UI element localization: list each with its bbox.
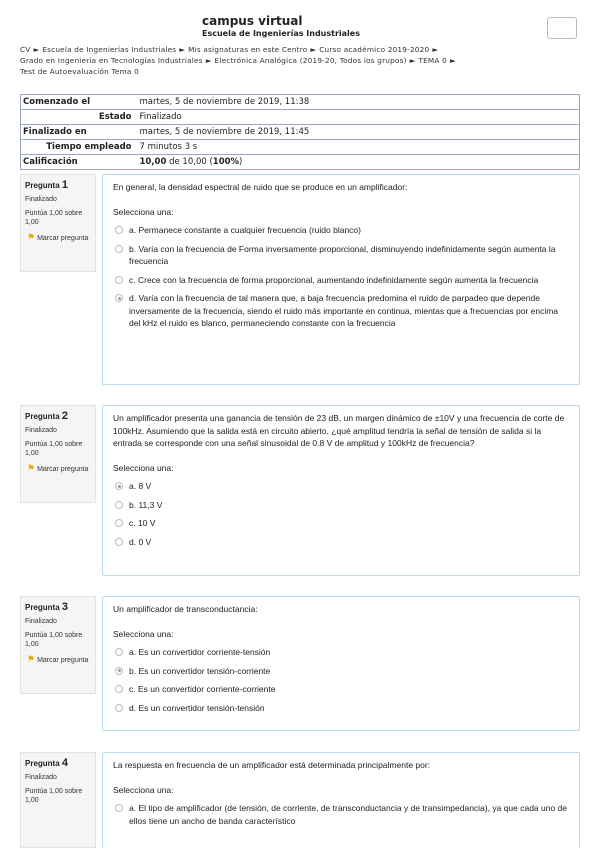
answer-option-b[interactable] bbox=[113, 665, 569, 678]
breadcrumb-separator-icon: ► bbox=[432, 45, 439, 54]
answer-text: b. Es un convertidor tensión-corriente bbox=[129, 665, 271, 676]
answer-option-c[interactable] bbox=[113, 274, 569, 287]
time-label: Tiempo empleado bbox=[21, 140, 136, 155]
question-info bbox=[20, 596, 96, 694]
question-grade: Puntúa 1,00 sobre 1,00 bbox=[25, 441, 83, 457]
grade-close: ) bbox=[239, 157, 243, 167]
summary-row-time bbox=[21, 140, 580, 155]
question-number bbox=[25, 757, 91, 769]
finished-value: martes, 5 de noviembre de 2019, 11:45 bbox=[136, 125, 580, 140]
radio-button[interactable] bbox=[115, 245, 123, 253]
grade-of: de 10,00 ( bbox=[169, 157, 213, 167]
answer-list bbox=[113, 480, 569, 548]
question-text: Un amplificador de transconductancia: bbox=[113, 604, 258, 614]
breadcrumb-item[interactable]: TEMA 0 bbox=[418, 56, 447, 65]
breadcrumb-item[interactable]: Electrónica Analógica (2019-20, Todos los grupos) bbox=[214, 56, 407, 65]
time-value: 7 minutos 3 s bbox=[136, 140, 580, 155]
breadcrumb-item: Test de Autoevaluación Tema 0 bbox=[20, 67, 139, 76]
answer-text: c. Es un convertidor corriente-corriente bbox=[129, 684, 276, 694]
summary-row-grade bbox=[21, 155, 580, 170]
radio-button[interactable] bbox=[115, 648, 123, 656]
summary-row-started bbox=[21, 95, 580, 110]
question-text: En general, la densidad espectral de ruido que se produce en un amplificador: bbox=[113, 182, 408, 192]
radio-button[interactable] bbox=[115, 704, 123, 712]
answer-list bbox=[113, 802, 569, 827]
answer-text: b. 11,3 V bbox=[129, 499, 163, 510]
grade-score: 10,00 bbox=[139, 157, 167, 167]
answer-prompt: Selecciona una: bbox=[113, 784, 174, 795]
attempt-summary-table bbox=[20, 94, 580, 170]
flag-question-link[interactable] bbox=[25, 464, 91, 474]
question-info bbox=[20, 174, 96, 272]
flag-question-link[interactable] bbox=[25, 655, 91, 665]
answer-option-a[interactable] bbox=[113, 802, 569, 827]
answer-text: a. Es un convertidor corriente-tensión bbox=[129, 647, 271, 657]
answer-prompt: Selecciona una: bbox=[113, 206, 174, 217]
question-label: Pregunta bbox=[25, 181, 60, 190]
question-num: 4 bbox=[61, 757, 69, 769]
answer-option-b[interactable] bbox=[113, 243, 569, 268]
breadcrumb-separator-icon: ► bbox=[409, 56, 416, 65]
answer-text: a. 8 V bbox=[129, 481, 152, 491]
answer-text: b. Varía con la frecuencia de Forma inversamente proporcional, disminuyendo indefinidamente según aumenta la frecuencia bbox=[129, 243, 556, 266]
answer-option-a[interactable] bbox=[113, 480, 569, 493]
radio-button[interactable] bbox=[115, 519, 123, 527]
radio-button[interactable] bbox=[115, 276, 123, 284]
state-label: Estado bbox=[21, 110, 136, 125]
answer-text: d. Varía con la frecuencia de tal manera que, a baja frecuencia predomina el ruido de parpadeo que depende inversamente de la frecuencia, siendo el ruido más importante en continua, mientas que a frecuencias por encima del kHz el ruido es blanco, permaneciendo constante con la frecuencia bbox=[129, 293, 559, 328]
menu-button[interactable] bbox=[547, 17, 577, 39]
radio-button[interactable] bbox=[115, 685, 123, 693]
answer-prompt: Selecciona una: bbox=[113, 628, 174, 639]
question-num: 2 bbox=[61, 410, 69, 422]
summary-row-finished bbox=[21, 125, 580, 140]
state-value: Finalizado bbox=[136, 110, 580, 125]
question-text: Un amplificador presenta una ganancia de tensión de 23 dB, un margen dinámico de ±10V y una frecuencia de corte de 100kHz. Asumiendo que la salida está en circuito abierto, ¿qué amplitud tendría la señal de tensión de salida si la entrada se corresponde con una señal sinusoidal de 0.8 V de amplitud y 100kHz de frecuencia? bbox=[113, 413, 565, 448]
answer-text: c. Crece con la frecuencia de forma proporcional, aumentando indefinidamente según aumenta la frecuencia bbox=[129, 274, 539, 285]
breadcrumb-separator-icon: ► bbox=[179, 45, 186, 54]
question-label: Pregunta bbox=[25, 759, 60, 768]
breadcrumb-separator-icon: ► bbox=[449, 56, 456, 65]
answer-option-a[interactable] bbox=[113, 646, 569, 659]
answer-list bbox=[113, 224, 569, 330]
answer-option-d[interactable] bbox=[113, 536, 569, 549]
breadcrumb bbox=[20, 44, 580, 77]
breadcrumb-item[interactable]: Mis asignaturas en este Centro bbox=[188, 45, 308, 54]
radio-button[interactable] bbox=[115, 538, 123, 546]
question-info bbox=[20, 405, 96, 503]
answer-option-c[interactable] bbox=[113, 517, 569, 530]
breadcrumb-separator-icon: ► bbox=[33, 45, 40, 54]
flag-question-link[interactable] bbox=[25, 233, 91, 243]
question-content bbox=[102, 752, 580, 848]
radio-button[interactable] bbox=[115, 501, 123, 509]
answer-text: d. 0 V bbox=[129, 536, 152, 547]
question-content bbox=[102, 174, 580, 385]
radio-button[interactable] bbox=[115, 226, 123, 234]
question-state: Finalizado bbox=[25, 427, 57, 434]
question-grade: Puntúa 1,00 sobre 1,00 bbox=[25, 210, 83, 226]
question-label: Pregunta bbox=[25, 603, 60, 612]
answer-option-b[interactable] bbox=[113, 499, 569, 512]
radio-button-selected[interactable] bbox=[115, 482, 123, 490]
answer-text: a. El tipo de amplificador (de tensión, de corriente, de transconductancia y de transimpedancia), ya que cada uno de ellos tiene un ancho de banda característico bbox=[129, 803, 568, 826]
grade-label: Calificación bbox=[23, 157, 78, 167]
answer-prompt: Selecciona una: bbox=[113, 462, 174, 473]
question-num: 1 bbox=[61, 179, 69, 191]
breadcrumb-item[interactable]: Escuela de Ingenierías Industriales bbox=[42, 45, 177, 54]
grade-percent: 100% bbox=[212, 157, 240, 167]
flag-label: Marcar pregunta bbox=[37, 657, 89, 664]
breadcrumb-separator-icon: ► bbox=[310, 45, 317, 54]
flag-label: Marcar pregunta bbox=[37, 466, 89, 473]
flag-icon: ⚑ bbox=[27, 463, 36, 473]
question-info bbox=[20, 752, 96, 848]
question-state: Finalizado bbox=[25, 618, 57, 625]
question-num: 3 bbox=[61, 601, 69, 613]
breadcrumb-item[interactable]: Grado en Ingeniería en Tecnologías Industriales bbox=[20, 56, 203, 65]
flag-label: Marcar pregunta bbox=[37, 235, 89, 242]
finished-label: Finalizado en bbox=[21, 125, 136, 140]
answer-option-d[interactable] bbox=[113, 292, 569, 330]
radio-button-selected[interactable] bbox=[115, 294, 123, 302]
summary-row-state bbox=[21, 110, 580, 125]
radio-button[interactable] bbox=[115, 804, 123, 812]
flag-icon: ⚑ bbox=[27, 232, 36, 242]
site-title[interactable]: campus virtual bbox=[202, 14, 303, 28]
answer-list bbox=[113, 646, 569, 714]
question-state: Finalizado bbox=[25, 774, 57, 781]
started-label: Comenzado el bbox=[21, 95, 136, 110]
radio-button-selected[interactable] bbox=[115, 667, 123, 675]
answer-text: a. Permanece constante a cualquier frecuencia (ruido blanco) bbox=[129, 225, 361, 235]
question-grade: Puntúa 1,00 sobre 1,00 bbox=[25, 632, 83, 648]
breadcrumb-item[interactable]: Curso académico 2019-2020 bbox=[319, 45, 430, 54]
question-label: Pregunta bbox=[25, 412, 60, 421]
site-subtitle: Escuela de Ingenierías Industriales bbox=[202, 29, 360, 38]
breadcrumb-separator-icon: ► bbox=[205, 56, 212, 65]
flag-icon: ⚑ bbox=[27, 654, 36, 664]
answer-text: c. 10 V bbox=[129, 518, 156, 528]
question-text: La respuesta en frecuencia de un amplificador está determinada principalmente por: bbox=[113, 760, 431, 770]
started-value: martes, 5 de noviembre de 2019, 11:38 bbox=[136, 95, 580, 110]
question-number bbox=[25, 410, 91, 422]
question-content bbox=[102, 596, 580, 731]
answer-option-c[interactable] bbox=[113, 683, 569, 696]
question-content bbox=[102, 405, 580, 576]
answer-text: d. Es un convertidor tensión-tensión bbox=[129, 702, 265, 713]
question-state: Finalizado bbox=[25, 196, 57, 203]
site-header bbox=[0, 0, 600, 42]
grade-value bbox=[136, 155, 580, 170]
question-number bbox=[25, 179, 91, 191]
breadcrumb-item[interactable]: CV bbox=[20, 45, 31, 54]
answer-option-d[interactable] bbox=[113, 702, 569, 715]
answer-option-a[interactable] bbox=[113, 224, 569, 237]
question-grade: Puntúa 1,00 sobre 1,00 bbox=[25, 788, 83, 804]
question-number bbox=[25, 601, 91, 613]
